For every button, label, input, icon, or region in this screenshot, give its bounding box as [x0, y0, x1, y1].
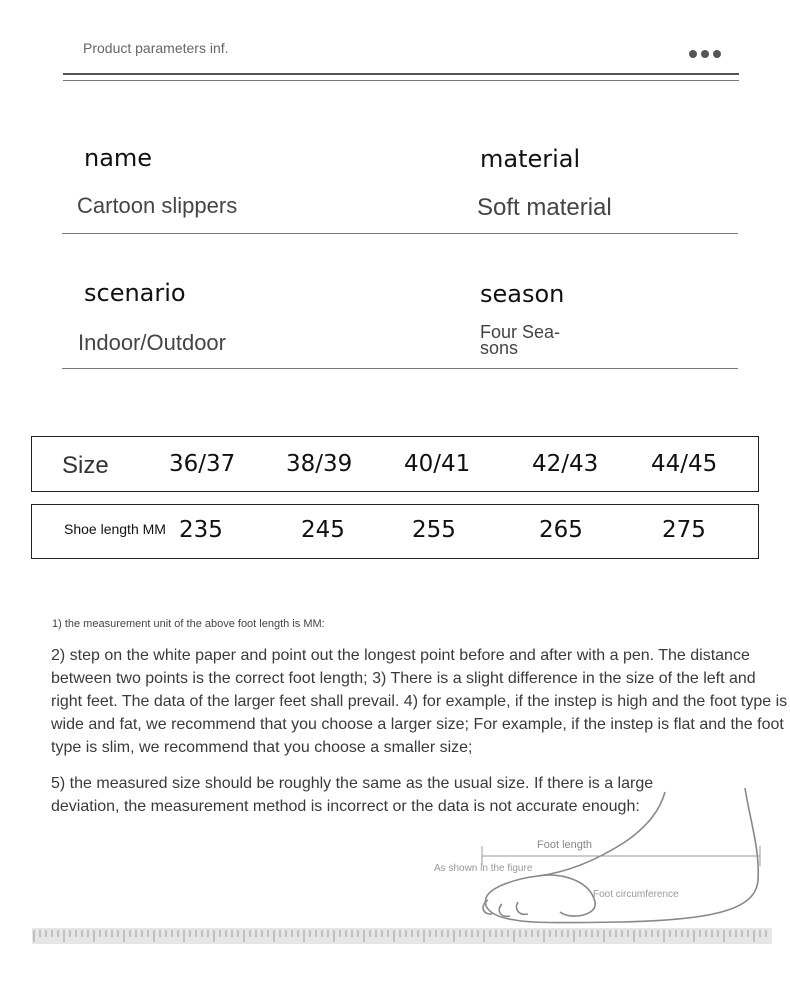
toe-outline — [499, 904, 510, 916]
length-label: Shoe length MM — [64, 521, 166, 537]
note-deviation: 5) the measured size should be roughly the same as the usual size. If there is a large deviation, the measurement method is incorrect or the data is not accurate enough: — [51, 775, 654, 815]
param-label-name: name — [84, 144, 153, 172]
size-cell: 42/43 — [532, 451, 599, 477]
ruler — [32, 928, 772, 944]
note-unit: 1) the measurement unit of the above foot length is MM: — [52, 618, 325, 630]
param-label-season: season — [480, 280, 565, 308]
divider — [63, 73, 739, 75]
size-cell: 38/39 — [286, 451, 353, 477]
length-cell: 255 — [412, 517, 456, 543]
length-cell: 265 — [539, 517, 583, 543]
size-row — [31, 436, 759, 492]
divider — [62, 233, 738, 234]
page-title: Product parameters inf. — [83, 40, 229, 56]
param-value-name: Cartoon slippers — [77, 193, 238, 218]
as-shown-label: As shown in the figure — [434, 863, 533, 874]
foot-outline — [485, 788, 758, 923]
foot-circumference-curve — [538, 875, 595, 916]
size-cell: 44/45 — [651, 451, 718, 477]
size-cell: 36/37 — [169, 451, 236, 477]
length-cell: 245 — [301, 517, 345, 543]
param-value-season: Four Sea-sons — [480, 322, 561, 358]
more-options-icon[interactable] — [689, 50, 721, 58]
divider — [63, 80, 739, 81]
foot-circumference-label: Foot circumference — [593, 889, 679, 900]
param-label-scenario: scenario — [84, 279, 186, 307]
length-cell: 235 — [179, 517, 223, 543]
ruler-body — [32, 928, 772, 944]
param-label-material: material — [480, 145, 581, 173]
size-cell: 40/41 — [404, 451, 471, 477]
length-cell: 275 — [662, 517, 706, 543]
length-row — [31, 504, 759, 559]
param-value-scenario: Indoor/Outdoor — [78, 330, 226, 355]
size-label: Size — [62, 452, 109, 479]
divider — [62, 368, 738, 369]
foot-figure — [420, 780, 780, 930]
toe-outline — [516, 902, 528, 914]
foot-length-label: Foot length — [537, 839, 593, 851]
note-measurement: 2) step on the white paper and point out the longest point before and after with a pen. The distance between two points is the correct foot length; 3) There is a slight difference in the size of the left and right feet. The data of the larger feet shall prevail. 4) for example, if the instep is high and the foot type is wide and fat, we recommend that you choose a larger size; For example, if the instep is flat and the foot type is slim, we recommend that you choose a smaller size; — [51, 647, 788, 756]
param-value-material: Soft material — [477, 194, 612, 221]
